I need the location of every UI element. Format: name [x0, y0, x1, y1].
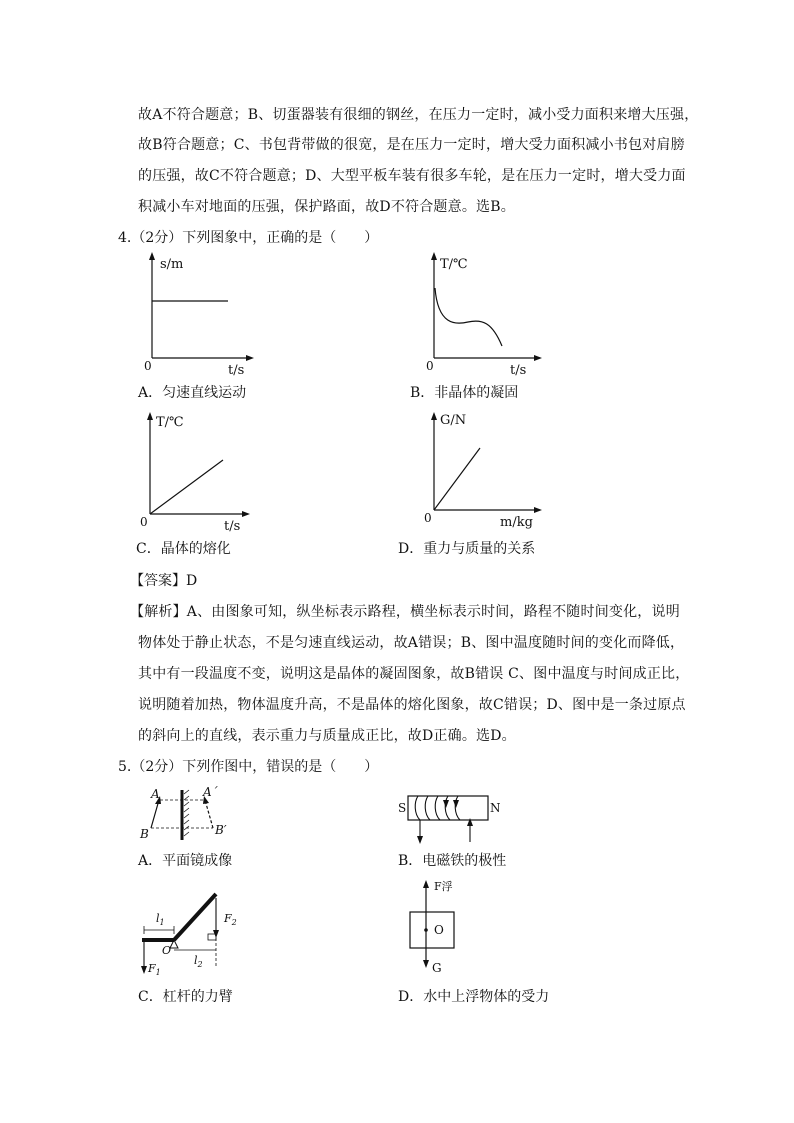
label-o: O — [162, 944, 172, 957]
fig-c-caption: C．杠杆的力臂 — [138, 989, 233, 1005]
question-4-header: 4.（2分）下列图象中，正确的是（ ） — [118, 230, 379, 246]
graph-d-x-arrow — [534, 507, 542, 513]
graph-c-y-arrow — [147, 412, 153, 420]
pole-s: S — [398, 801, 407, 815]
label-b-prime: B′ — [215, 823, 227, 837]
f1-arrow — [141, 966, 147, 974]
q4-analysis-line-1: 【解析】A、由图象可知，纵坐标表示路程，横坐标表示时间，路程不随时间变化，说明 — [130, 604, 680, 620]
fig-a-caption: A．平面镜成像 — [138, 853, 233, 869]
graph-a-distance-time — [130, 250, 260, 380]
graph-a-xlabel: t/s — [228, 363, 245, 378]
label-o-center: O — [434, 923, 444, 937]
label-a-prime: A´ — [203, 785, 218, 799]
fig-a-plane-mirror — [135, 784, 245, 844]
label-f2: $F_2$ — [224, 912, 237, 927]
buoyant-arrow — [423, 880, 429, 888]
label-l1: $l_1$ — [156, 912, 165, 927]
graph-b-temp-time — [410, 250, 550, 380]
graph-d-y-arrow — [431, 412, 437, 420]
graph-b-curve — [435, 288, 502, 346]
label-f-buoyant: F浮 — [434, 880, 453, 893]
fig-d-caption: D．水中上浮物体的受力 — [398, 989, 550, 1005]
right-angle-mark — [208, 934, 216, 940]
graph-b-origin: 0 — [426, 359, 434, 373]
prev-analysis-line-2: 故B符合题意；C、书包背带做的很宽，是在压力一定时，增大受力面积减小书包对肩膀 — [138, 137, 685, 153]
graph-c-caption: C．晶体的熔化 — [136, 541, 231, 557]
graph-a-origin: 0 — [144, 359, 152, 373]
q4-analysis-line-3: 其中有一段温度不变，说明这是晶体的凝固图象，故B错误 C、图中温度与时间成正比， — [138, 666, 690, 682]
gravity-arrow — [423, 960, 429, 968]
lead-left-arrow — [417, 836, 423, 844]
question-4-answer: 【答案】D — [130, 573, 198, 589]
fig-c-lever — [136, 880, 246, 980]
graph-a-caption: A．匀速直线运动 — [138, 385, 247, 401]
q4-analysis-line-5: 的斜向上的直线，表示重力与质量成正比，故D正确。选D。 — [138, 728, 516, 744]
graph-a-x-arrow — [246, 355, 254, 361]
graph-c-xlabel: t/s — [224, 519, 241, 534]
graph-c-ylabel: T/℃ — [156, 415, 184, 430]
graph-d-ylabel: G/N — [440, 413, 467, 428]
current-arrow-2 — [453, 800, 459, 808]
current-arrow-1 — [443, 800, 449, 808]
graph-a-ylabel: s/m — [160, 257, 184, 272]
q4-analysis-line-4: 说明随着加热，物体温度升高，不是晶体的熔化图象，故C错误；D、图中是一条过原点 — [138, 697, 686, 713]
object-ab — [151, 800, 159, 828]
graph-d-line — [434, 448, 480, 510]
electromagnet-core — [408, 796, 488, 820]
center-point — [424, 928, 428, 932]
lever-arm — [174, 894, 216, 940]
graph-b-xlabel: t/s — [510, 363, 527, 378]
lead-right-arrow — [467, 818, 473, 826]
graph-d-weight-mass — [412, 406, 552, 536]
image-ab — [205, 800, 213, 828]
floating-object — [410, 912, 454, 948]
graph-b-ylabel: T/℃ — [440, 257, 468, 272]
graph-c-line — [150, 460, 223, 514]
label-b: B — [140, 827, 149, 841]
mirror-hatching — [184, 790, 189, 836]
label-l2: $l_2$ — [194, 954, 203, 969]
label-g: G — [432, 961, 442, 975]
q4-analysis-line-2: 物体处于静止状态，不是匀速直线运动，故A错误；B、图中温度随时间的变化而降低， — [138, 635, 685, 651]
fig-d-buoyancy — [400, 876, 480, 980]
graph-c-x-arrow — [242, 511, 250, 517]
label-f1: $F_1$ — [148, 962, 161, 977]
graph-a-y-arrow — [149, 252, 155, 260]
prev-analysis-line-4: 积减小车对地面的压强，保护路面，故D不符合题意。选B。 — [138, 199, 515, 215]
graph-d-caption: D．重力与质量的关系 — [398, 541, 536, 557]
graph-d-origin: 0 — [424, 511, 432, 525]
prev-analysis-line-3: 的压强，故C不符合题意；D、大型平板车装有很多车轮，是在压力一定时，增大受力面 — [138, 168, 686, 184]
graph-c-origin: 0 — [140, 515, 148, 529]
coil-windings — [415, 796, 460, 820]
graph-b-caption: B．非晶体的凝固 — [410, 385, 519, 401]
pole-n: N — [490, 801, 501, 815]
graph-d-xlabel: m/kg — [500, 515, 533, 530]
graph-c-temp-time — [128, 406, 258, 536]
label-a: A — [151, 787, 160, 801]
graph-b-y-arrow — [431, 252, 437, 260]
question-5-header: 5.（2分）下列作图中，错误的是（ ） — [118, 759, 379, 775]
fig-b-electromagnet — [394, 784, 504, 844]
fig-b-caption: B．电磁铁的极性 — [398, 853, 507, 869]
prev-analysis-line-1: 故A不符合题意；B、切蛋器装有很细的钢丝，在压力一定时，减小受力面积来增大压强， — [138, 107, 699, 123]
graph-b-x-arrow — [534, 355, 542, 361]
